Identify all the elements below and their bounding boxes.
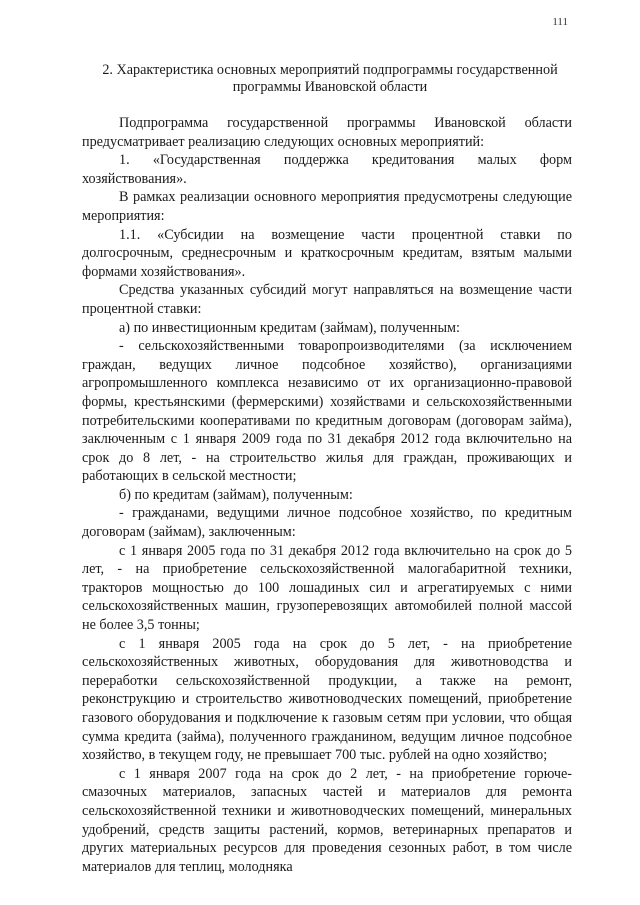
- paragraph: - гражданами, ведущими личное подсобное хозяйство, по кредитным договорам (займам), заключенным:: [82, 505, 572, 541]
- paragraph: с 1 января 2007 года на срок до 2 лет, - на приобретение горюче-смазочных материалов, запасных частей и материалов для ремонта сельскохозяйственной техники и животноводческих помещений, минеральных удобрений, средств защиты растений, кормов, ветеринарных препаратов и других материальных ресурсов для проведения сезонных работ, в том числе материалов для теплиц, молодняка: [82, 765, 572, 875]
- page-number: 111: [552, 16, 568, 28]
- paragraph: Подпрограмма государственной программы Ивановской области предусматривает реализацию следующих основных мероприятий:: [82, 115, 572, 150]
- paragraph: б) по кредитам (займам), полученным:: [119, 486, 353, 503]
- paragraph: с 1 января 2005 года по 31 декабря 2012 года включительно на срок до 5 лет, - на приобретение сельскохозяйственной малогабаритной техники, тракторов мощностью до 100 лошадиных сил и агрегатируемых с ними сельскохозяйственных машин, грузоперевозящих автомобилей полной массой не более 3,5 тонны;: [82, 542, 572, 634]
- paragraph: Средства указанных субсидий могут направляться на возмещение части процентной ставки:: [82, 282, 572, 317]
- paragraph: 1.1. «Субсидии на возмещение части процентной ставки по долгосрочным, среднесрочным и краткосрочным кредитам, взятым малыми формами хозяйствования».: [82, 226, 572, 280]
- paragraph: - сельскохозяйственными товаропроизводителями (за исключением граждан, ведущих личное подсобное хозяйство), организациями агропромышленного комплекса независимо от их организационно-правовой формы, крестьянскими (фермерскими) хозяйствами и сельскохозяйственными потребительскими кооперативами по кредитным договорам (договорам займа), заключенным с 1 января 2009 года по 31 декабря 2012 года включительно на срок до 8 лет, - на строительство жилья для граждан, проживающих и работающих в сельской местности;: [82, 338, 572, 485]
- paragraph: а) по инвестиционным кредитам (займам), полученным:: [119, 319, 460, 336]
- paragraph: с 1 января 2005 года на срок до 5 лет, - на приобретение сельскохозяйственных животных, оборудования для животноводства и переработки сельскохозяйственной продукции, а также на ремонт, реконструкцию и строительство животноводческих помещений, приобретение газового оборудования и подключение к газовым сетям при условии, что общая сумма кредита (займа), полученного гражданином, ведущим личное подсобное хозяйство, в текущем году, не превышает 700 тыс. рублей на одно хозяйство;: [82, 635, 572, 764]
- paragraph: 1. «Государственная поддержка кредитования малых форм хозяйствования».: [82, 152, 572, 187]
- document-body: [82, 114, 572, 876]
- section-heading: 2. Характеристика основных мероприятий подпрограммы государственной программы Ивановской области: [102, 62, 558, 95]
- paragraph: В рамках реализации основного мероприятия предусмотрены следующие мероприятия:: [82, 189, 572, 224]
